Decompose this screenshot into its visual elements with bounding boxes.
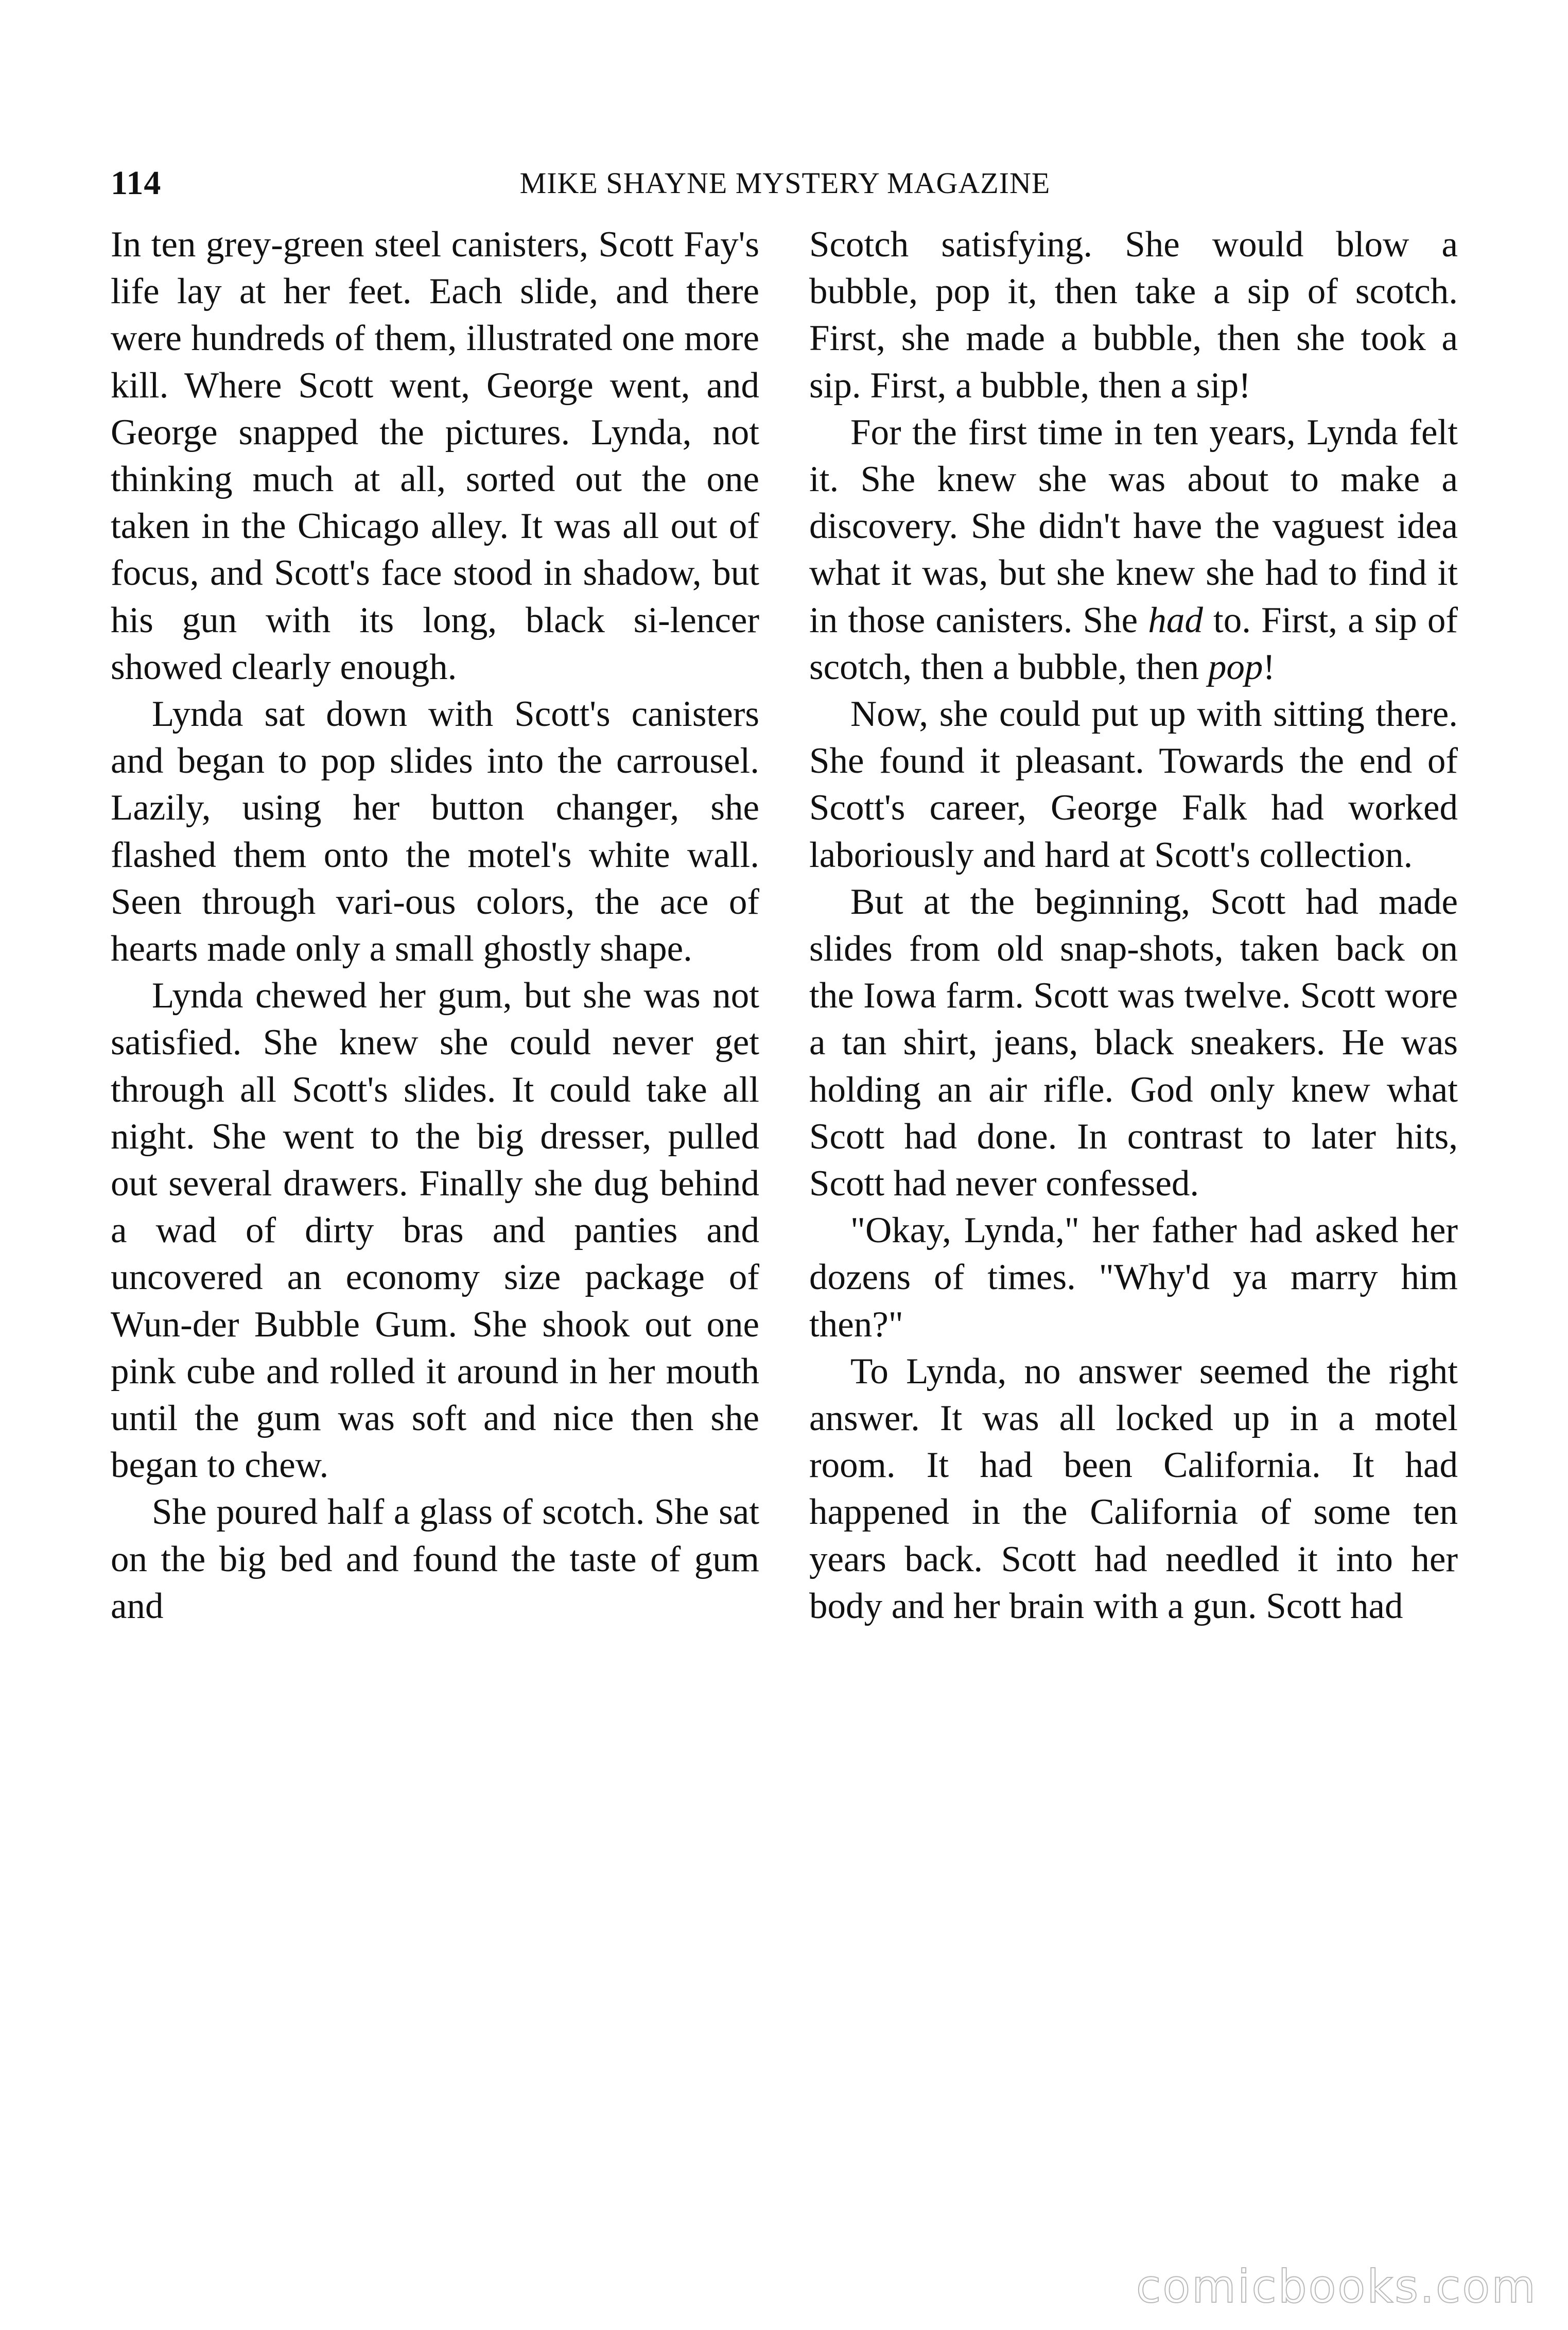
emphasis-text: pop: [1208, 647, 1263, 687]
page-header: [111, 164, 1459, 215]
paragraph: Lynda chewed her gum, but she was not satisfied. She knew she could never get through all Scott's slides. It could take all night. She went to the big dresser, pulled out several drawers. Finally she dug behind a wad of dirty bras and panties and uncovered an economy size package of Wun-der Bubble Gum. She shook out one pink cube and rolled it around in her mouth until the gum was soft and nice then she began to chew.: [111, 976, 759, 1486]
paragraph: In ten grey-green steel canisters, Scott Fay's life lay at her feet. Each slide, and there were hundreds of them, illustrated one more kill. Where Scott went, George went, and George snapped the pictures. Lynda, not thinking much at all, sorted out the one taken in the Chicago alley. It was all out of focus, and Scott's face stood in shadow, but his gun with its long, black si-lencer showed clearly enough.: [111, 224, 759, 687]
emphasis-text: had: [1148, 600, 1203, 640]
paragraph: But at the beginning, Scott had made slides from old snap-shots, taken back on the Iowa farm. Scott was twelve. Scott wore a tan shirt, jeans, black sneakers. He was holding an air rifle. God only knew what Scott had done. In contrast to later hits, Scott had never confessed.: [809, 881, 1458, 1204]
paragraph: Scotch satisfying. She would blow a bubble, pop it, then take a sip of scotch. First, she made a bubble, then she took a sip. First, a bubble, then a sip!: [809, 224, 1458, 406]
paragraph-text: to. First, a sip of scotch, then a bubble, then: [809, 600, 1458, 687]
right-column: [809, 221, 1458, 1630]
paragraph: Lynda sat down with Scott's canisters and began to pop slides into the carrousel. Lazily, using her button changer, she flashed them onto the motel's white wall. Seen through vari-ous colors, the ace of hearts made only a small ghostly shape.: [111, 694, 759, 969]
site-watermark: comicbooks.com: [1136, 2260, 1537, 2313]
page-number: 114: [111, 164, 162, 202]
paragraph: "Okay, Lynda," her father had asked her dozens of times. "Why'd ya marry him then?": [809, 1210, 1458, 1345]
paragraph: Now, she could put up with sitting there. She found it pleasant. Towards the end of Scott's career, George Falk had worked laboriously and hard at Scott's collection.: [809, 694, 1458, 875]
running-head: MIKE SHAYNE MYSTERY MAGAZINE: [519, 166, 1051, 200]
paragraph: To Lynda, no answer seemed the right answer. It was all locked up in a motel room. It had been California. It had happened in the California of some ten years back. Scott had needled it into her body and her brain with a gun. Scott had: [809, 1351, 1458, 1626]
paragraph: [809, 409, 1458, 691]
paragraph-text: !: [1263, 647, 1276, 687]
left-column: [111, 221, 759, 1630]
paragraph-text: For the first time in ten years, Lynda felt it. She knew she was about to make a discovery. She didn't have the vaguest idea what it was, but she knew she had to find it in those canisters. She: [809, 412, 1458, 640]
paragraph: She poured half a glass of scotch. She sat on the big bed and found the taste of gum and: [111, 1492, 759, 1626]
